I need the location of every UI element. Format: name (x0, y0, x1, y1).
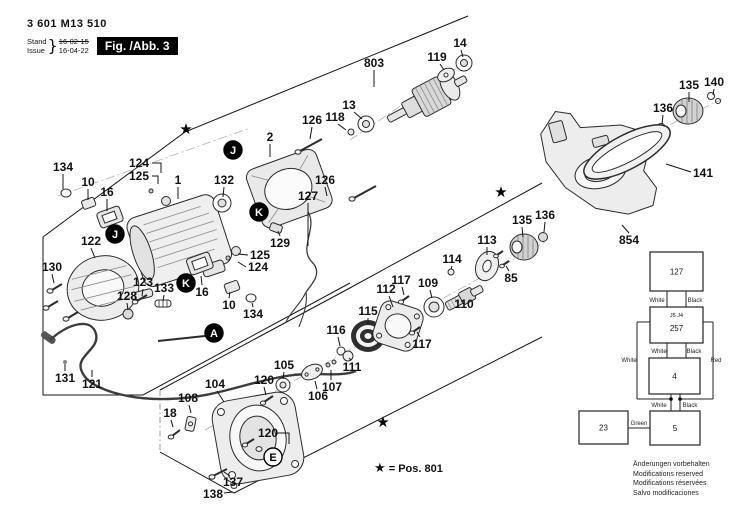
callout-letter-K: K (255, 206, 263, 219)
wire-color-label-white: White (651, 403, 667, 409)
wire-color-label-white: White (651, 349, 667, 355)
washer-134-drawing (61, 189, 71, 197)
bearing-13-inner (363, 121, 370, 128)
leader-line-854 (622, 225, 629, 233)
part-label-123: 123 (132, 275, 154, 289)
part-label-18: 18 (163, 406, 177, 420)
wiring-box-label-23: 23 (599, 423, 608, 433)
part-label-122: 122 (80, 234, 102, 248)
part-label-126: 126 (301, 113, 323, 127)
star-marker: ★ (376, 413, 390, 431)
part-label-113: 113 (477, 233, 497, 247)
part-label-135: 135 (511, 213, 533, 227)
part-label-16: 16 (100, 185, 114, 199)
star-legend-text: = Pos. 801 (388, 463, 443, 475)
leader-line-136 (544, 222, 545, 232)
washer-134b-drawing (246, 294, 256, 302)
part-label-14: 14 (453, 36, 467, 50)
part-label-132: 132 (213, 173, 235, 187)
wire-junction-dot (678, 397, 682, 401)
rod-drawing (158, 336, 205, 341)
modifications-notice (633, 460, 710, 498)
screw-126b-drawing (349, 186, 376, 201)
wire-color-label-black: Black (687, 298, 703, 304)
part-label-803: 803 (363, 56, 385, 70)
screw-131-drawing (63, 360, 67, 364)
leader-line-13 (354, 112, 362, 119)
washer-125b-drawing (226, 256, 230, 260)
part-label-106: 106 (307, 389, 329, 403)
part-label-120: 120 (257, 426, 279, 440)
screw-18-drawing (168, 430, 180, 439)
wiring-box-label-5: 5 (672, 424, 678, 433)
leader-line-125 (152, 176, 158, 184)
nut-124-drawing (162, 197, 171, 206)
part-label-120: 120 (253, 373, 275, 387)
leader-line-118 (338, 124, 346, 130)
wire-color-label-black: Black (686, 349, 702, 355)
part-label-134: 134 (242, 307, 264, 321)
part-label-118: 118 (325, 110, 345, 124)
part-label-111: 111 (342, 360, 362, 374)
washer-107-drawing (326, 363, 330, 367)
part-label-16: 16 (195, 285, 209, 299)
part-label-128: 128 (116, 289, 138, 303)
part-label-1: 1 (174, 173, 182, 187)
notice-line-fr: Modifications réservées (633, 480, 707, 487)
leader-line-124 (152, 163, 161, 173)
part-label-10: 10 (81, 175, 95, 189)
part-label-125: 125 (128, 169, 150, 183)
bearing-14-inner (461, 60, 468, 67)
part-label-131: 131 (54, 371, 76, 385)
leader-line-109 (430, 290, 432, 298)
nut-136b-drawing (539, 233, 548, 242)
sleeve-10b-drawing (224, 280, 241, 294)
wire-strands-drawing (286, 292, 306, 327)
leader-line-124 (238, 262, 246, 267)
title-block (27, 18, 178, 55)
leader-line-126 (310, 127, 312, 139)
part-label-115: 115 (358, 304, 378, 318)
leader-line-106 (315, 381, 317, 389)
part-label-134: 134 (52, 160, 74, 174)
figure-label-box: Fig. /Abb. 3 (97, 37, 178, 55)
key-114-drawing (448, 269, 454, 275)
notice-line-de: Änderungen vorbehalten (633, 461, 710, 468)
part-label-124: 124 (247, 260, 269, 274)
part-label-104: 104 (204, 377, 226, 391)
part-label-129: 129 (269, 236, 291, 250)
part-label-137: 137 (222, 475, 244, 489)
part-label-125: 125 (249, 248, 271, 262)
wire-junction-dot (669, 397, 673, 401)
callout-letter-A: A (210, 327, 218, 340)
star-icon: ★ (374, 461, 386, 476)
part-label-136: 136 (652, 101, 674, 115)
callout-letter-J: J (229, 144, 237, 157)
washer-125-drawing (149, 189, 153, 193)
brush-holder-16-drawing (96, 205, 124, 228)
wiring-diagram (579, 252, 722, 445)
bearing-105-inner (280, 382, 286, 388)
notice-line-en: Modifications reserved (633, 470, 704, 478)
part-label-108: 108 (177, 391, 199, 405)
part-label-121: 121 (81, 377, 103, 391)
wire-color-label-white: White (621, 358, 637, 364)
callout-letter-K: K (182, 277, 190, 290)
part-label-141: 141 (692, 166, 714, 180)
leader-line-130 (52, 274, 54, 283)
wiring-box-label-127: 127 (669, 267, 684, 277)
wiring-box-sublabel: J5 J4 (669, 313, 684, 319)
bearing-132-inner (218, 199, 226, 207)
part-label-854: 854 (618, 233, 640, 247)
clip-108-drawing (185, 416, 197, 432)
part-label-126: 126 (314, 173, 336, 187)
part-label-109: 109 (417, 276, 439, 290)
wire-color-label-green: Green (630, 421, 648, 427)
part-label-110: 110 (454, 297, 474, 311)
part-label-85: 85 (504, 271, 518, 285)
callout-letter-E: E (269, 451, 277, 464)
brace-glyph: } (47, 36, 58, 55)
roller-135b-drawing (510, 234, 538, 260)
date-current: 16-04-22 (58, 45, 89, 55)
part-label-10: 10 (222, 298, 236, 312)
issue-label: Issue (27, 45, 45, 55)
leader-line-108 (189, 405, 191, 413)
part-label-124: 124 (128, 156, 150, 170)
part-label-127: 127 (297, 189, 319, 203)
part-label-140: 140 (703, 75, 725, 89)
part-label-2: 2 (266, 130, 274, 144)
part-label-135: 135 (678, 78, 700, 92)
leader-line-114 (451, 266, 452, 269)
sleeve-10-drawing (81, 197, 96, 210)
roller-135a-drawing (673, 98, 703, 124)
nut-128-drawing (123, 309, 133, 319)
star-marker: ★ (179, 120, 193, 138)
leader-line-141 (666, 164, 691, 172)
stand-label: Stand (27, 36, 47, 46)
wiring-box-label-4: 4 (672, 372, 677, 381)
part-label-107: 107 (321, 380, 343, 394)
star-marker: ★ (494, 183, 508, 201)
wiring-box-label-257: 257 (669, 324, 684, 333)
bearing-109-inner (429, 302, 439, 312)
leader-line-122 (91, 248, 95, 258)
leader-line-16 (201, 276, 202, 285)
part-label-13: 13 (342, 98, 356, 112)
part-number: 3 601 M13 510 (27, 18, 107, 30)
leader-line-136 (662, 115, 663, 124)
leader-line-119 (440, 64, 444, 70)
leader-line-125 (238, 254, 248, 255)
notice-line-es: Salvo modificaciones (633, 489, 699, 497)
part-label-117: 117 (391, 273, 411, 287)
part-label-105: 105 (273, 358, 295, 372)
date-superseded: 16-02-15 (58, 36, 89, 46)
armature-drawing (381, 65, 473, 134)
leader-line-117 (402, 287, 404, 295)
spring-133-drawing (155, 300, 171, 307)
wire-color-label-black: Black (682, 403, 698, 409)
leader-line-116 (338, 337, 340, 346)
wire-color-label-red: Red (710, 358, 722, 364)
part-label-130: 130 (41, 260, 63, 274)
part-label-136: 136 (534, 208, 556, 222)
part-label-112: 112 (376, 282, 396, 296)
washer-107b-drawing (332, 360, 336, 364)
callout-letter-J: J (111, 228, 119, 241)
part-label-117: 117 (412, 337, 432, 351)
part-label-138: 138 (202, 487, 224, 501)
washer-118-drawing (348, 129, 354, 135)
leader-line-138 (224, 492, 233, 493)
part-label-116: 116 (326, 323, 346, 337)
wire-color-label-white: White (649, 298, 665, 304)
star-legend (374, 461, 443, 476)
part-label-114: 114 (442, 252, 462, 266)
part-label-133: 133 (153, 281, 175, 295)
part-label-119: 119 (427, 50, 447, 64)
leader-line-18 (171, 420, 173, 427)
